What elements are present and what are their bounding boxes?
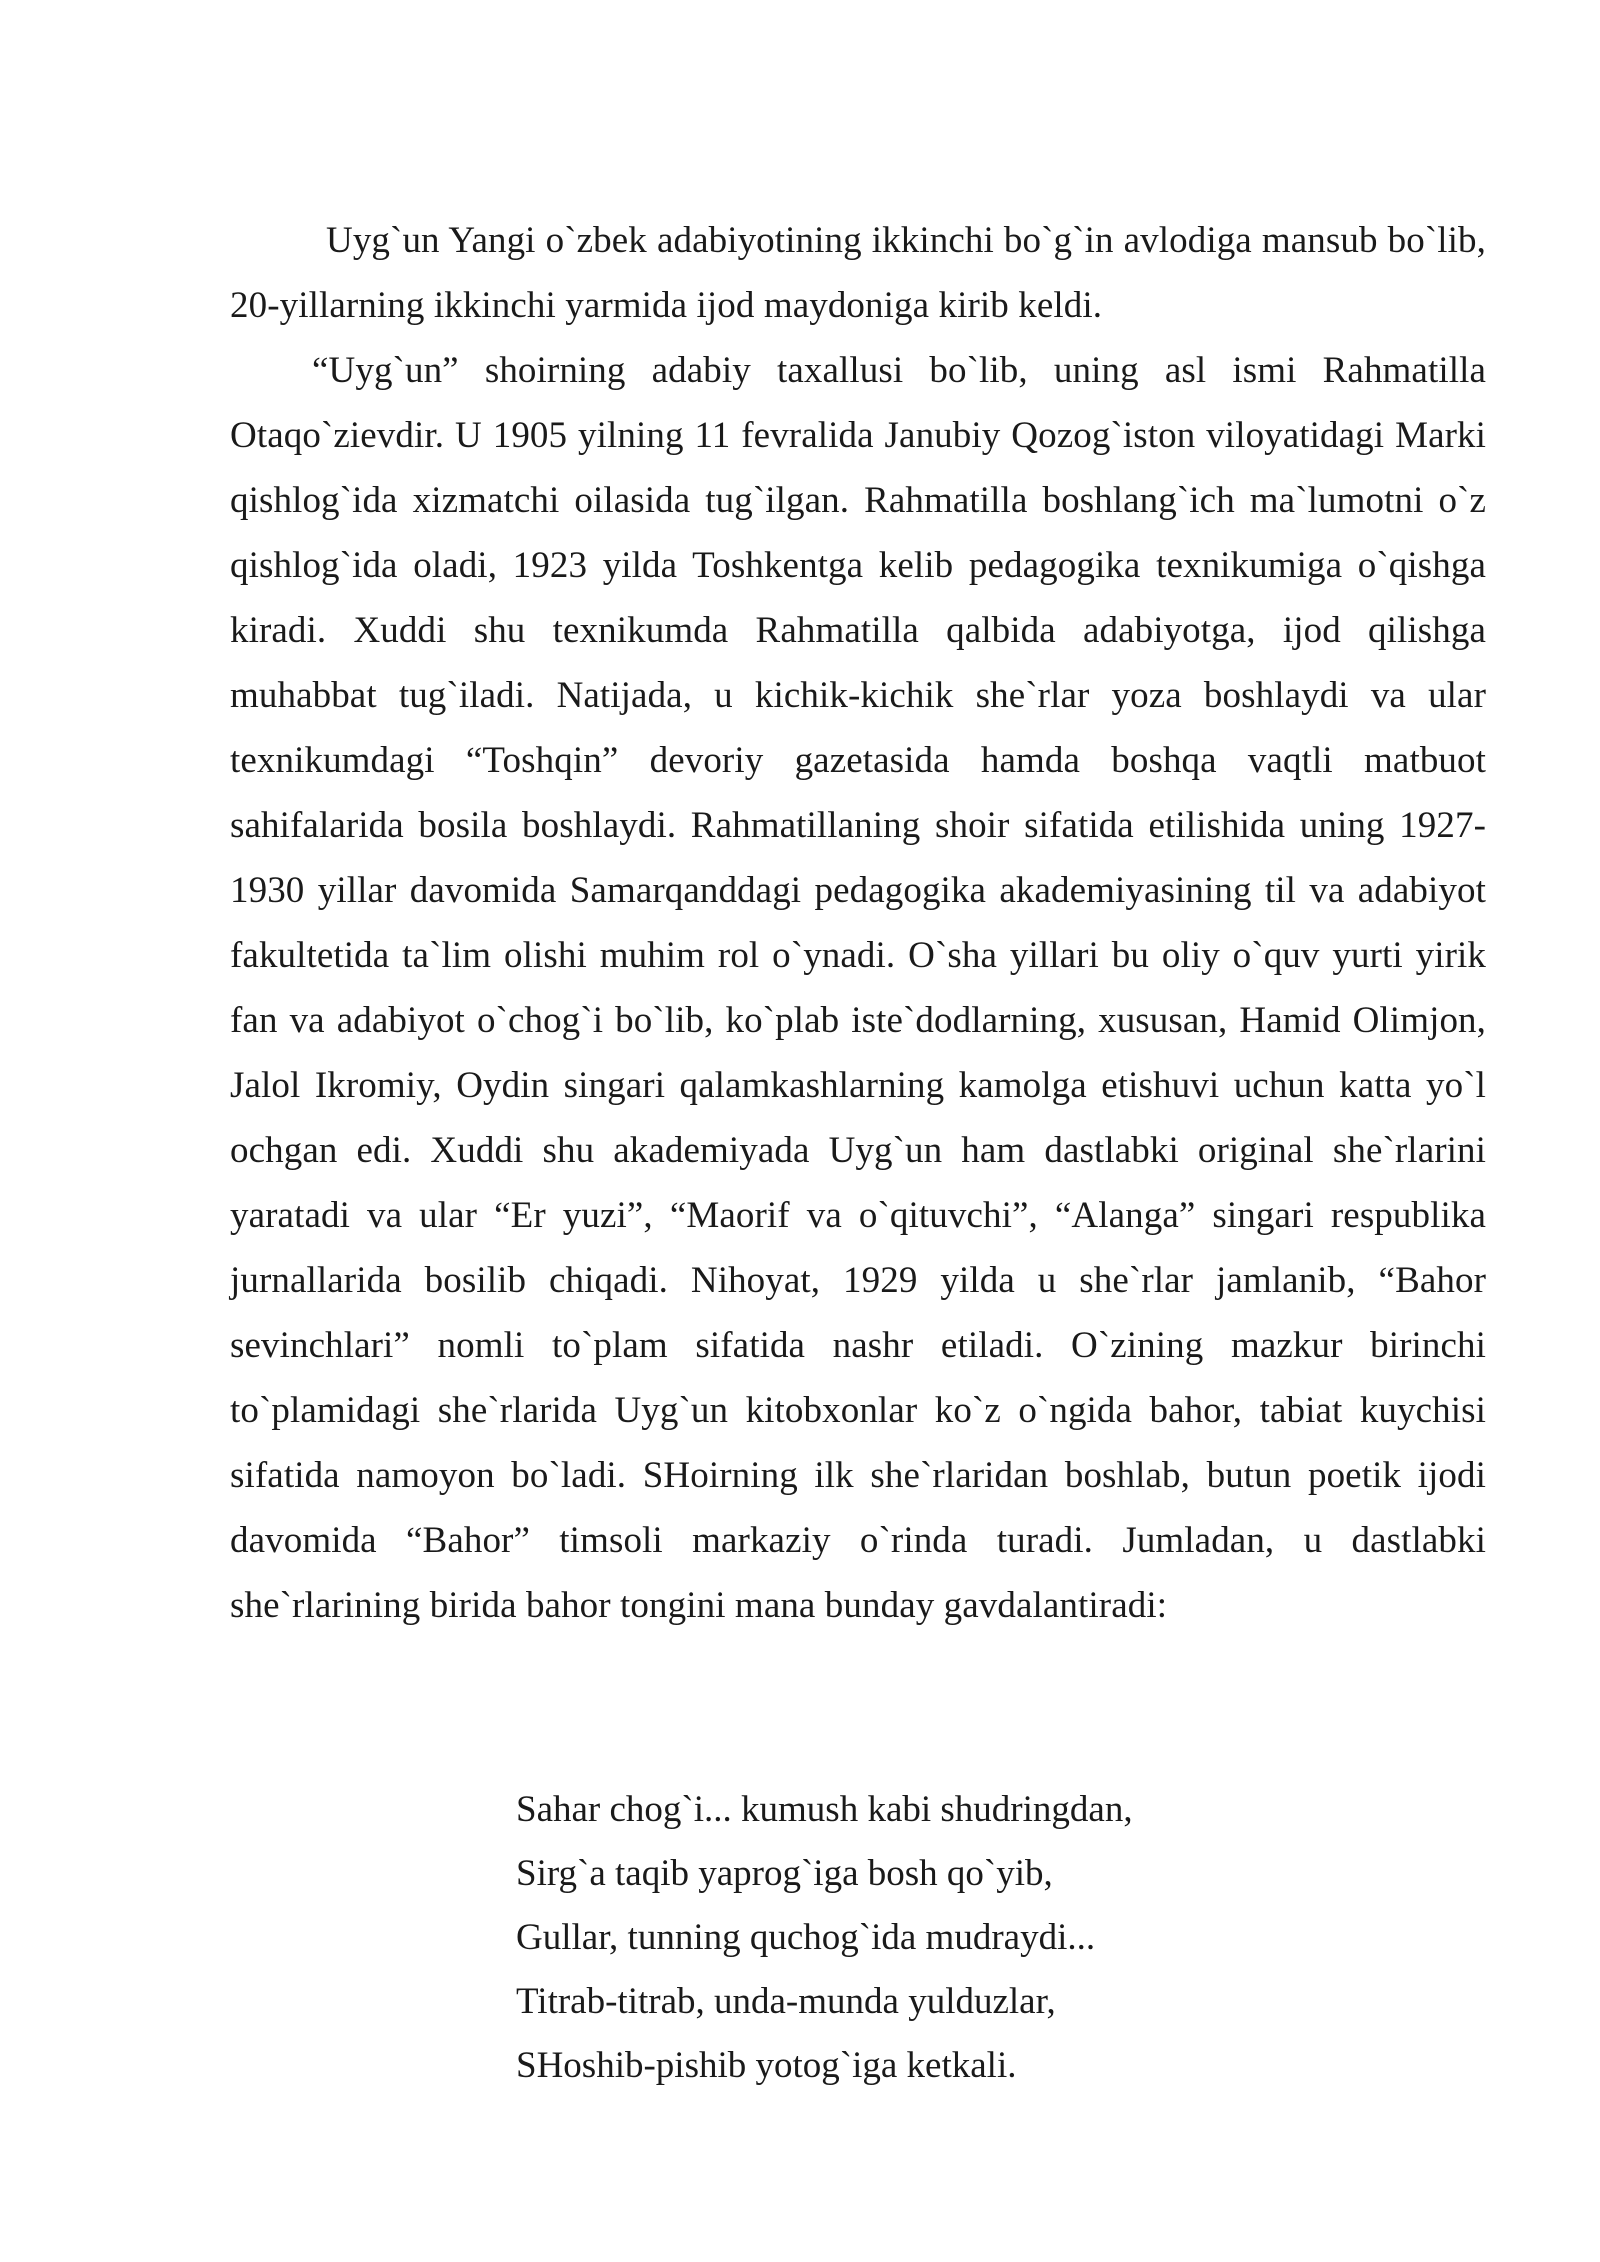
- body-text: [230, 208, 1486, 1638]
- poem-excerpt: [516, 1778, 1416, 2098]
- poem-line: Sirg`a taqib yaprog`iga bosh qo`yib,: [516, 1853, 1053, 1894]
- poem-line: Titrab-titrab, unda-munda yulduzlar,: [516, 1981, 1056, 2022]
- paragraph-intro: Uyg`un Yangi o`zbek adabiyotining ikkinchi bo`g`in avlodiga mansub bo`lib, 20-yillarning ikkinchi yarmida ijod maydoniga kirib keldi.: [230, 220, 1486, 326]
- paragraph-biography: “Uyg`un” shoirning adabiy taxallusi bo`lib, uning asl ismi Rahmatilla Otaqo`zievdir. U 1905 yilning 11 fevralida Janubiy Qozog`iston viloyatidagi Marki qishlog`ida xizmatchi oilasida tug`ilgan. Rahmatilla boshlang`ich ma`lumotni o`z qishlog`ida oladi, 1923 yilda Toshkentga kelib pedagogika texnikumiga o`qishga kiradi. Xuddi shu texnikumda Rahmatilla qalbida adabiyotga, ijod qilishga muhabbat tug`iladi. Natijada, u kichik-kichik she`rlar yoza boshlaydi va ular texnikumdagi “Toshqin” devoriy gazetasida hamda boshqa vaqtli matbuot sahifalarida bosila boshlaydi. Rahmatillaning shoir sifatida etilishida uning 1927-1930 yillar davomida Samarqanddagi pedagogika akademiyasining til va adabiyot fakultetida ta`lim olishi muhim rol o`ynadi. O`sha yillari bu oliy o`quv yurti yirik fan va adabiyot o`chog`i bo`lib, ko`plab iste`dodlarning, xususan, Hamid Olimjon, Jalol Ikromiy, Oydin singari qalamkashlarning kamolga etishuvi uchun katta yo`l ochgan edi. Xuddi shu akademiyada Uyg`un ham dastlabki original she`rlarini yaratadi va ular “Er yuzi”, “Maorif va o`qituvchi”, “Alanga” singari respublika jurnallarida bosilib chiqadi. Nihoyat, 1929 yilda u she`rlar jamlanib, “Bahor sevinchlari” nomli to`plam sifatida nashr etiladi. O`zining mazkur birinchi to`plamidagi she`rlarida Uyg`un kitobxonlar ko`z o`ngida bahor, tabiat kuychisi sifatida namoyon bo`ladi. SHoirning ilk she`rlaridan boshlab, butun poetik ijodi davomida “Bahor” timsoli markaziy o`rinda turadi. Jumladan, u dastlabki she`rlarining birida bahor tongini mana bunday gavdalantiradi:: [230, 350, 1486, 1626]
- poem-line: SHoshib-pishib yotog`iga ketkali.: [516, 2045, 1017, 2086]
- poem-line: Gullar, tunning quchog`ida mudraydi...: [516, 1917, 1096, 1958]
- poem-line: Sahar chog`i... kumush kabi shudringdan,: [516, 1789, 1133, 1830]
